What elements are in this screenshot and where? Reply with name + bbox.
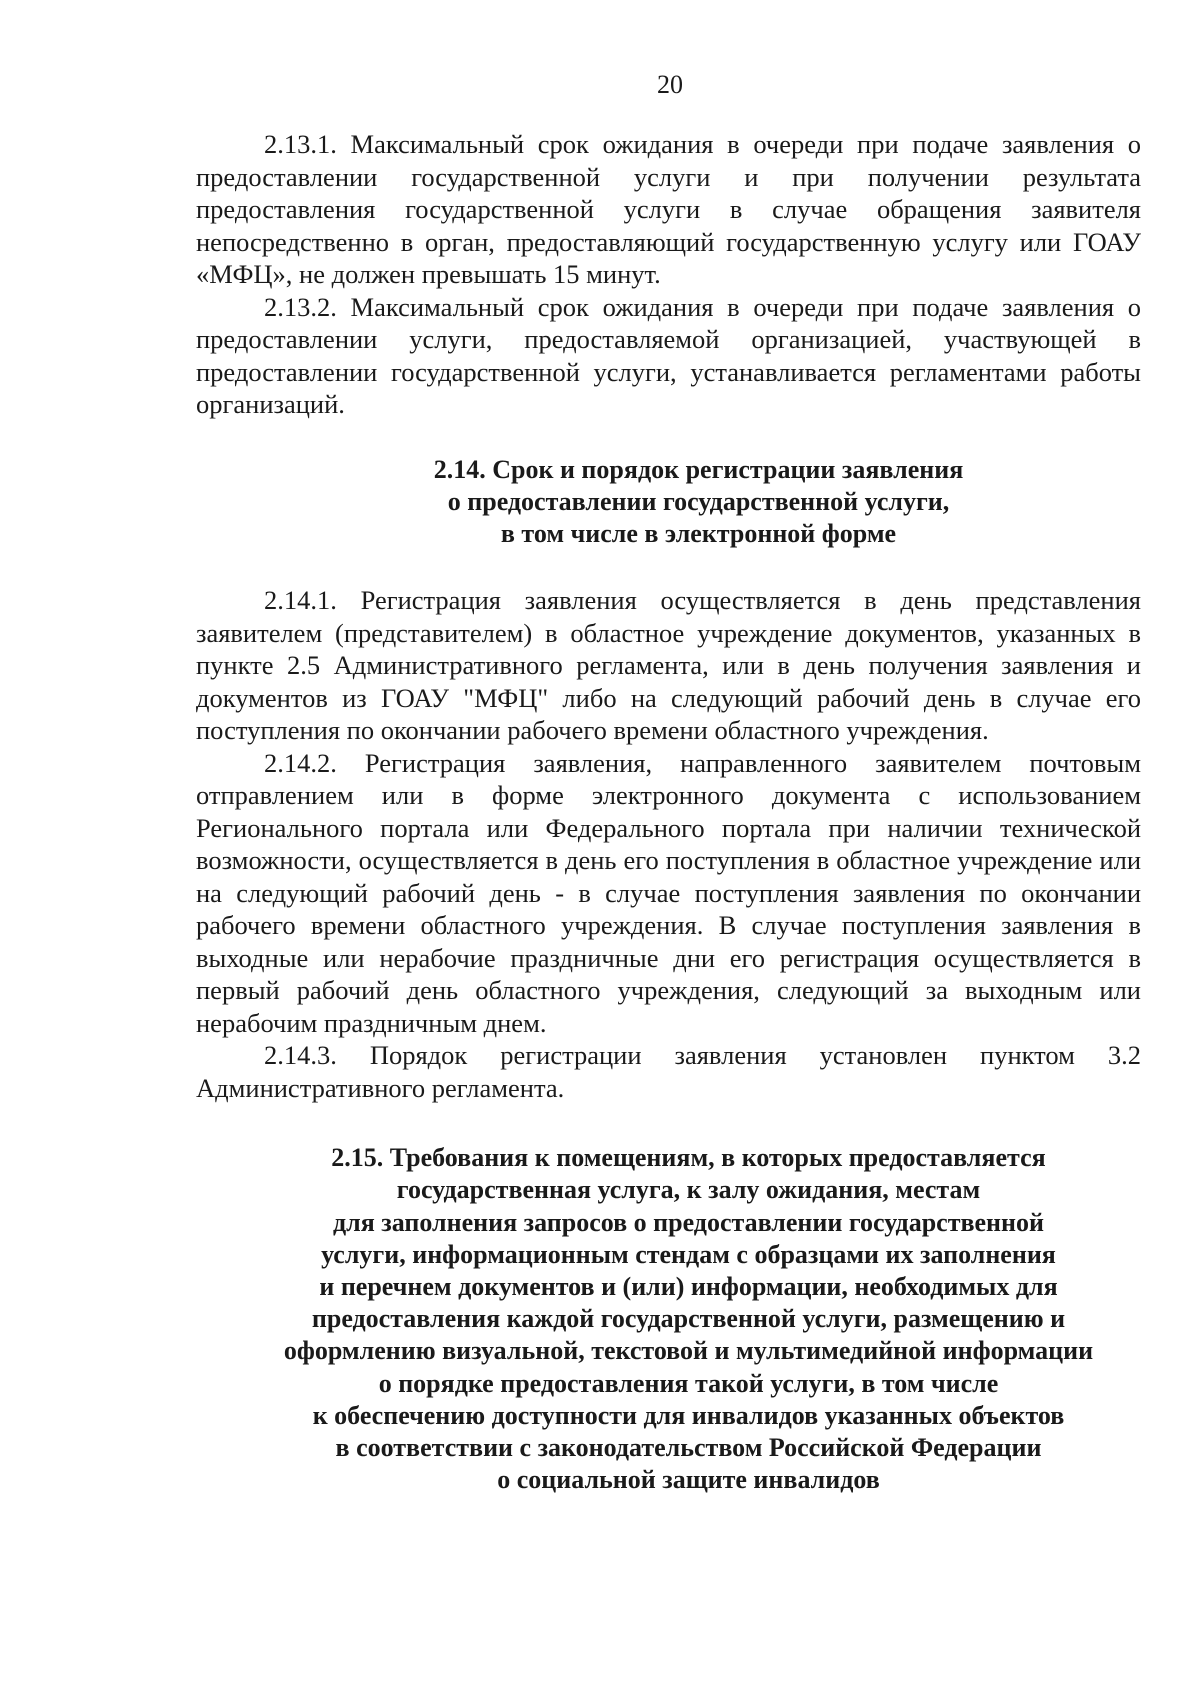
heading-line: 2.15. Требования к помещениям, в которых предоставляется <box>331 1143 1046 1173</box>
paragraph-2-14-2: 2.14.2. Регистрация заявления, направленного заявителем почтовым отправлением или в форме электронного документа с использованием Регионального портала или Федерального портала при наличии технической возможности, осуществляется в день его поступления в областное учреждение или на следующий рабочий день - в случае поступления заявления по окончании рабочего времени областного учреждения. В случае поступления заявления в выходные или нерабочие праздничные дни его регистрация осуществляется в первый рабочий день областного учреждения, следующий за выходным или нерабочим праздничным днем. <box>196 747 1141 1038</box>
heading-line: для заполнения запросов о предоставлении государственной <box>332 1207 1044 1237</box>
heading-line: в соответствии с законодательством Российской Федерации <box>335 1432 1042 1462</box>
heading-line: государственная услуга, к залу ожидания, местам <box>396 1175 981 1205</box>
heading-line: 2.14. Срок и порядок регистрации заявления <box>433 454 964 484</box>
section-heading-2-14 <box>196 454 1141 551</box>
paragraph-2-13-1: 2.13.1. Максимальный срок ожидания в очереди при подаче заявления о предоставлении государственной услуги и при получении результата предоставления государственной услуги в случае обращения заявителя непосредственно в орган, предоставляющий государственную услугу или ГОАУ «МФЦ», не должен превышать 15 минут. <box>196 129 1141 289</box>
page-number: 20 <box>657 70 683 99</box>
heading-line: оформлению визуальной, текстовой и мультимедийной информации <box>283 1336 1094 1366</box>
document-body <box>196 128 1141 1496</box>
heading-line: в том числе в электронной форме <box>500 518 897 548</box>
section-heading-2-15 <box>196 1142 1141 1496</box>
heading-line: услуги, информационным стендам с образцами их заполнения <box>321 1239 1056 1269</box>
heading-line: о порядке предоставления такой услуги, в том числе <box>378 1368 999 1398</box>
heading-line: о предоставлении государственной услуги, <box>447 486 950 516</box>
heading-line: предоставления каждой государственной услуги, размещению и <box>311 1304 1066 1334</box>
paragraph-2-13-2: 2.13.2. Максимальный срок ожидания в очереди при подаче заявления о предоставлении услуги, предоставляемой организацией, участвующей в предоставлении государственной услуги, устанавливается регламентами работы организаций. <box>196 291 1141 419</box>
heading-line: к обеспечению доступности для инвалидов указанных объектов <box>312 1400 1065 1430</box>
paragraph-2-14-3: 2.14.3. Порядок регистрации заявления установлен пунктом 3.2 Административного регламента. <box>196 1040 1141 1103</box>
paragraph-2-14-1: 2.14.1. Регистрация заявления осуществляется в день представления заявителем (представителем) в областное учреждение документов, указанных в пункте 2.5 Административного регламента, или в день получения заявления и документов из ГОАУ "МФЦ" либо на следующий рабочий день в случае его поступления по окончании рабочего времени областного учреждения. <box>196 585 1141 746</box>
heading-line: и перечнем документов и (или) информации, необходимых для <box>319 1271 1058 1301</box>
heading-line: о социальной защите инвалидов <box>497 1465 880 1495</box>
